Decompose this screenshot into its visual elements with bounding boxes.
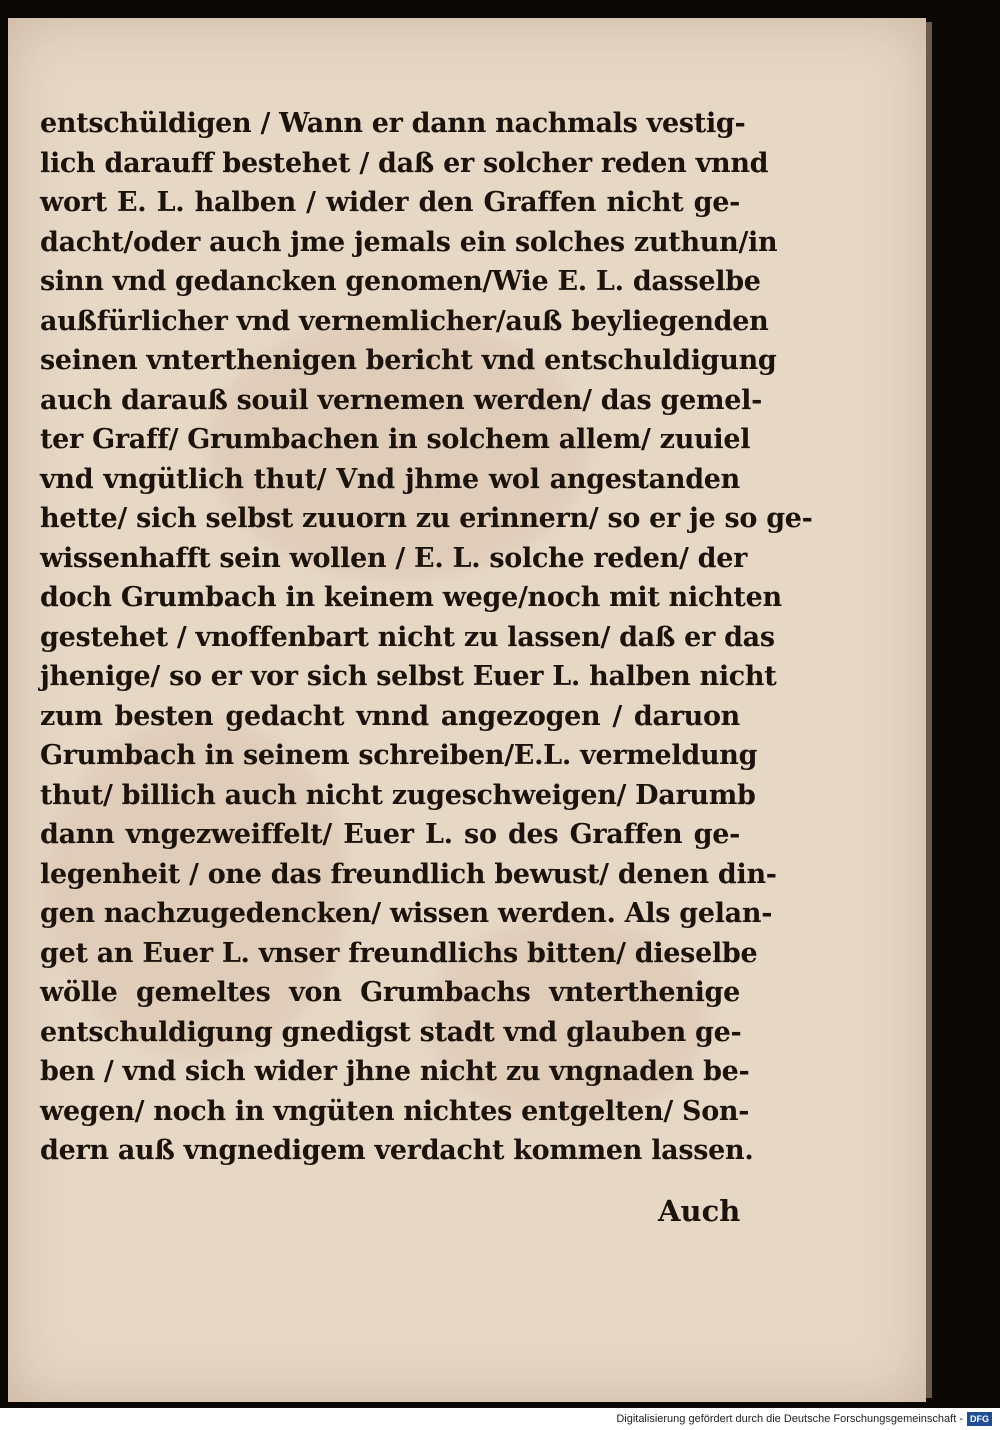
text-line: zum besten gedacht vnnd angezogen / daruon <box>40 700 740 732</box>
text-line: lich darauff bestehet / daß er solcher reden vnnd <box>40 147 769 179</box>
text-line: wölle gemeltes von Grumbachs vnterthenige <box>40 977 740 1008</box>
dfg-logo: DFG <box>967 1412 992 1426</box>
text-line: gestehet / vnoffenbart nicht zu lassen/ daß er das <box>40 621 775 653</box>
footer <box>616 1411 992 1427</box>
text-line: wissenhafft sein wollen / E. L. solche reden/ der <box>40 542 748 574</box>
text-line: hette/ sich selbst zuuorn zu erinnern/ so er je so ge- <box>40 503 813 534</box>
text-line: dacht/oder auch jme jemals ein solches zuthun/in <box>40 226 778 258</box>
text-line: vnd vngütlich thut/ Vnd jhme wol angestanden <box>40 463 740 495</box>
text-line: wegen/ noch in vngüten nichtes entgelten/ Son- <box>40 1095 750 1127</box>
text-line: Grumbach in seinem schreiben/E.L. vermeldung <box>40 740 758 771</box>
text-line: get an Euer L. vnser freundlichs bitten/ dieselbe <box>40 937 758 969</box>
text-line: außfürlicher vnd vernemlicher/auß beyliegenden <box>40 305 769 337</box>
text-line: jhenige/ so er vor sich selbst Euer L. halben nicht <box>40 661 777 692</box>
body-text <box>40 104 813 1171</box>
text-line: auch darauß souil vernemen werden/ das gemel- <box>40 384 763 416</box>
text-line: ter Graff/ Grumbachen in solchem allem/ zuuiel <box>40 424 751 455</box>
text-line: wort E. L. halben / wider den Graffen nicht ge- <box>40 187 740 218</box>
catchword: Auch <box>658 1194 741 1228</box>
text-line: seinen vnterthenigen bericht vnd entschuldigung <box>40 345 777 376</box>
text-line: thut/ billich auch nicht zugeschweigen/ Darumb <box>40 779 756 811</box>
text-line: ben / vnd sich wider jhne nicht zu vngnaden be- <box>40 1056 750 1087</box>
text-line: entschüldigen / Wann er dann nachmals vestig- <box>40 108 746 139</box>
text-line: dann vngezweiffelt/ Euer L. so des Graffen ge- <box>40 819 740 850</box>
book-page <box>8 18 926 1402</box>
text-line: dern auß vngnedigem verdacht kommen lassen. <box>40 1135 754 1166</box>
text-line: sinn vnd gedancken genomen/Wie E. L. dasselbe <box>40 266 761 297</box>
text-line: legenheit / one das freundlich bewust/ denen din- <box>40 858 777 890</box>
text-line: doch Grumbach in keinem wege/noch mit nichten <box>40 582 782 613</box>
text-line: gen nachzugedencken/ wissen werden. Als gelan- <box>40 898 773 929</box>
page-edge <box>926 22 932 1398</box>
footer-credit: Digitalisierung gefördert durch die Deutsche Forschungsgemeinschaft - <box>616 1413 963 1425</box>
text-line: entschuldigung gnedigst stadt vnd glauben ge- <box>40 1016 742 1048</box>
